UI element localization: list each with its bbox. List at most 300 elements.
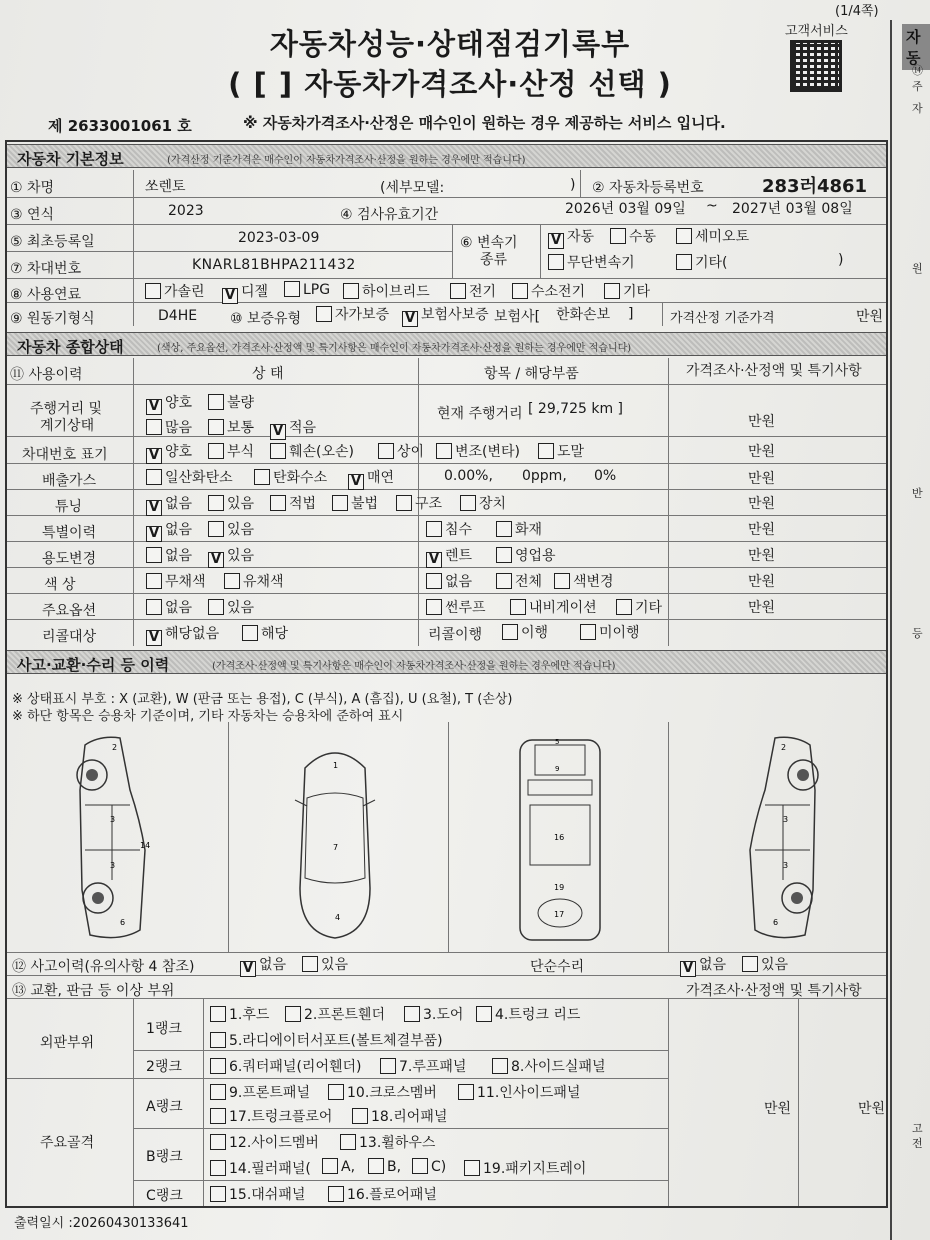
svg-text:1: 1 xyxy=(333,761,339,770)
checkbox-checked[interactable]: V xyxy=(146,448,162,464)
row-divider xyxy=(7,251,452,252)
checkbox[interactable] xyxy=(224,573,240,589)
tuning-exist[interactable]: 있음 xyxy=(208,493,254,513)
warranty-insurer[interactable]: V 보험사보증 xyxy=(402,304,489,327)
special-fire[interactable]: 화재 xyxy=(496,519,542,539)
checkbox[interactable] xyxy=(332,495,348,511)
recall-done-label: 리콜이행 xyxy=(428,627,483,643)
tuning-legal[interactable]: 적법 xyxy=(270,493,316,513)
part-cross-member[interactable]: 10.크로스멤버 xyxy=(328,1082,437,1102)
rank-1-label: 1랭크 xyxy=(146,1021,182,1037)
checkbox[interactable] xyxy=(270,443,286,459)
checkbox[interactable] xyxy=(146,547,162,563)
tuning-device[interactable]: 장치 xyxy=(460,493,506,513)
title-main: 자동차성능·상태점검기록부 xyxy=(269,27,631,61)
fuel-gasoline[interactable]: 가솔린 xyxy=(145,281,205,301)
legend-text: ※ 상태표시 부호 : X (교환), W (판금 또는 용접), C (부식), A (흠집), U (요철), T (손상) xyxy=(12,692,513,707)
parts-price-header: 가격조사·산정액 및 특기사항 xyxy=(686,983,862,999)
row-divider xyxy=(7,463,886,464)
parts-label: ⑬ 교환, 판금 등 이상 부위 xyxy=(12,983,175,999)
checkbox[interactable] xyxy=(210,1084,226,1100)
checkbox[interactable] xyxy=(580,624,596,640)
main-options-label: 주요옵션 xyxy=(42,603,97,619)
fuel-lpg[interactable]: LPG xyxy=(284,281,330,298)
mileage-few[interactable]: V 적음 xyxy=(270,417,316,440)
simple-repair-none[interactable]: V 없음 xyxy=(680,954,726,977)
tuning-none[interactable]: V 없음 xyxy=(146,493,192,516)
svg-text:17: 17 xyxy=(554,910,565,919)
trans-other-close: ) xyxy=(838,252,844,268)
warranty-self[interactable]: 자가보증 xyxy=(316,304,389,324)
part-side-sill[interactable]: 8.사이드실패널 xyxy=(492,1056,606,1076)
option-other[interactable]: 기타 xyxy=(616,597,662,617)
legend-text-2: ※ 하단 항목은 승용차 기준이며, 기타 자동차는 승용차에 준하여 표시 xyxy=(12,709,404,724)
option-navigation[interactable]: 내비게이션 xyxy=(510,597,597,617)
section-title: 자동차 종합상태 xyxy=(17,338,124,356)
checkbox[interactable] xyxy=(476,1006,492,1022)
checkbox[interactable] xyxy=(426,573,442,589)
engine-value: D4HE xyxy=(158,308,198,324)
checkbox-checked[interactable]: V xyxy=(348,474,364,490)
svg-text:5: 5 xyxy=(555,738,560,746)
checkbox[interactable] xyxy=(208,521,224,537)
col-divider xyxy=(580,170,581,197)
checkbox[interactable] xyxy=(284,281,300,297)
page-number: (1/4쪽) xyxy=(835,4,879,19)
mileage-label2: 계기상태 xyxy=(40,418,95,434)
checkbox[interactable] xyxy=(254,469,270,485)
checkbox[interactable] xyxy=(380,1058,396,1074)
checkbox[interactable] xyxy=(302,956,318,972)
row-divider xyxy=(7,952,886,953)
part-radiator-support[interactable]: 5.라디에이터서포트(볼트체결부품) xyxy=(210,1030,443,1050)
checkbox[interactable] xyxy=(510,599,526,615)
svg-text:4: 4 xyxy=(335,913,341,922)
part-hood[interactable]: 1.후드 xyxy=(210,1004,269,1024)
part-trunk-lid[interactable]: 4.트렁크 리드 xyxy=(476,1004,580,1024)
insurer-close: ] xyxy=(628,306,634,322)
next-page-text: 전 xyxy=(912,1137,923,1150)
valid-tilde: ~ xyxy=(706,198,718,214)
checkbox-checked[interactable]: V xyxy=(426,552,442,568)
checkbox[interactable] xyxy=(610,228,626,244)
checkbox[interactable] xyxy=(458,1084,474,1100)
svg-text:3: 3 xyxy=(783,861,789,870)
checkbox[interactable] xyxy=(322,1158,338,1174)
trans-auto[interactable]: V 자동 xyxy=(548,226,594,249)
first-registration-value: 2023-03-09 xyxy=(238,230,320,246)
vin-mark-missing[interactable]: 도말 xyxy=(538,441,584,461)
checkbox[interactable] xyxy=(208,495,224,511)
checkbox[interactable] xyxy=(426,521,442,537)
svg-text:6: 6 xyxy=(120,918,126,927)
checkbox[interactable] xyxy=(396,495,412,511)
checkbox[interactable] xyxy=(210,1160,226,1176)
checkbox-checked[interactable]: V xyxy=(146,526,162,542)
tuning-label: 튜닝 xyxy=(55,499,83,515)
svg-text:3: 3 xyxy=(110,815,116,824)
accident-history-label: ⑫ 사고이력(유의사항 4 참조) xyxy=(12,959,195,975)
emission-co[interactable]: 일산화탄소 xyxy=(146,467,233,487)
checkbox[interactable] xyxy=(368,1158,384,1174)
row-divider xyxy=(7,541,886,542)
col-divider xyxy=(133,170,134,326)
tuning-illegal[interactable]: 불법 xyxy=(332,493,378,513)
outer-panel-label: 외판부위 xyxy=(40,1035,95,1051)
checkbox-checked[interactable]: V xyxy=(548,233,564,249)
svg-text:7: 7 xyxy=(333,843,339,852)
checkbox[interactable] xyxy=(412,1158,428,1174)
color-label: 색 상 xyxy=(44,577,76,593)
next-page-text: 반 xyxy=(912,487,923,500)
usage-history-label: ⑪ 사용이력 xyxy=(10,367,83,383)
vin-value: KNARL81BHPA211432 xyxy=(192,257,356,273)
part-quarter-panel[interactable]: 6.쿼터패널(리어휀더) xyxy=(210,1056,361,1076)
car-underbody-diagram xyxy=(510,735,610,945)
checkbox[interactable] xyxy=(492,1058,508,1074)
checkbox[interactable] xyxy=(210,1032,226,1048)
color-chromatic[interactable]: 유채색 xyxy=(224,571,284,591)
col-divider xyxy=(133,998,134,1206)
checkbox[interactable] xyxy=(316,306,332,322)
year-value: 2023 xyxy=(168,203,204,219)
checkbox[interactable] xyxy=(210,1134,226,1150)
checkbox[interactable] xyxy=(146,599,162,615)
row-divider xyxy=(7,998,886,999)
rank-c-label: C랭크 xyxy=(146,1188,183,1204)
section-title: 자동차 기본정보 xyxy=(17,150,124,168)
emission-label: 배출가스 xyxy=(42,473,97,489)
state-header: 상 태 xyxy=(252,366,284,382)
checkbox[interactable] xyxy=(328,1186,344,1202)
engine-label: ⑨ 원동기형식 xyxy=(10,311,95,327)
insurer-value: 한화손보 xyxy=(556,307,611,323)
checkbox[interactable] xyxy=(512,283,528,299)
mileage-label: 주행거리 및 xyxy=(30,401,103,417)
checkbox[interactable] xyxy=(548,254,564,270)
fuel-electric[interactable]: 전기 xyxy=(450,281,496,301)
model-detail-label: (세부모델: xyxy=(380,180,445,196)
row-divider xyxy=(7,436,886,437)
checkbox[interactable] xyxy=(436,443,452,459)
part-trunk-floor[interactable]: 17.트렁크플로어 xyxy=(210,1106,332,1126)
option-none[interactable]: 없음 xyxy=(146,597,192,617)
svg-text:14: 14 xyxy=(140,841,151,850)
checkbox[interactable] xyxy=(742,956,758,972)
row-divider xyxy=(7,619,886,620)
checkbox[interactable] xyxy=(208,443,224,459)
checkbox[interactable] xyxy=(270,495,286,511)
part-pillar-b[interactable]: B, xyxy=(368,1158,401,1175)
price-unit: 만원 xyxy=(748,574,776,590)
section-basic-info-header xyxy=(7,144,886,168)
first-registration-label: ⑤ 최초등록일 xyxy=(10,234,95,250)
col-divider xyxy=(203,998,204,1206)
next-page-text: ⑭주 xyxy=(912,64,923,93)
checkbox[interactable] xyxy=(210,1186,226,1202)
row-divider xyxy=(133,1128,668,1129)
special-history-label: 특별이력 xyxy=(42,525,97,541)
checkbox[interactable] xyxy=(145,283,161,299)
valid-from: 2026년 03월 09일 xyxy=(565,201,686,217)
checkbox[interactable] xyxy=(460,495,476,511)
color-change[interactable]: 색변경 xyxy=(554,571,614,591)
part-package-tray[interactable]: 19.패키지트레이 xyxy=(464,1158,586,1178)
part-rear-panel[interactable]: 18.리어패널 xyxy=(352,1106,447,1126)
emission-value-3: 0% xyxy=(594,468,617,484)
mileage-many[interactable]: 많음 xyxy=(146,417,192,437)
purpose-exist[interactable]: V 있음 xyxy=(208,545,254,568)
checkbox-checked[interactable]: V xyxy=(402,311,418,327)
checkbox[interactable] xyxy=(242,625,258,641)
checkbox[interactable] xyxy=(404,1006,420,1022)
checkbox[interactable] xyxy=(352,1108,368,1124)
row-divider xyxy=(7,224,886,225)
car-name-label: ① 차명 xyxy=(10,180,55,196)
row-divider xyxy=(7,515,886,516)
checkbox-checked[interactable]: V xyxy=(208,552,224,568)
row-divider xyxy=(133,1180,668,1181)
row-divider xyxy=(7,1078,668,1079)
section-title: 사고·교환·수리 등 이력 xyxy=(17,656,170,674)
next-page-text: 등 xyxy=(912,627,923,640)
col-divider xyxy=(798,998,799,1206)
simple-repair-label: 단순수리 xyxy=(530,959,585,975)
vin-mark-altered[interactable]: 변조(변타) xyxy=(436,441,520,461)
checkbox[interactable] xyxy=(496,547,512,563)
svg-text:9: 9 xyxy=(555,765,560,773)
tuning-structure[interactable]: 구조 xyxy=(396,493,442,513)
checkbox[interactable] xyxy=(538,443,554,459)
part-inside-panel[interactable]: 11.인사이드패널 xyxy=(458,1082,580,1102)
price-unit: 만원 xyxy=(748,600,776,616)
simple-repair-exist[interactable]: 있음 xyxy=(742,954,788,974)
trans-semi[interactable]: 세미오토 xyxy=(676,226,749,246)
next-page-text: 원 xyxy=(912,262,923,275)
checkbox[interactable] xyxy=(208,599,224,615)
fuel-hybrid[interactable]: 하이브리드 xyxy=(343,281,430,301)
checkbox[interactable] xyxy=(676,254,692,270)
mileage-normal[interactable]: 보통 xyxy=(208,417,254,437)
checkbox[interactable] xyxy=(340,1134,356,1150)
checkbox[interactable] xyxy=(343,283,359,299)
price-unit: 만원 xyxy=(748,548,776,564)
checkbox[interactable] xyxy=(502,624,518,640)
purpose-rent[interactable]: V 렌트 xyxy=(426,545,472,568)
special-exist[interactable]: 있음 xyxy=(208,519,254,539)
vin-mark-label: 차대번호 표기 xyxy=(22,447,108,463)
section-overall-status-header xyxy=(7,332,886,356)
trans-manual[interactable]: 수동 xyxy=(610,226,656,246)
checkbox[interactable] xyxy=(328,1084,344,1100)
inspection-valid-label: ④ 검사유효기간 xyxy=(340,207,439,223)
rank-a-label: A랭크 xyxy=(146,1099,183,1115)
checkbox[interactable] xyxy=(554,573,570,589)
item-header: 항목 / 해당부품 xyxy=(484,366,579,382)
model-detail-close: ) xyxy=(570,177,576,193)
vin-mark-damaged[interactable]: 훼손(오손) xyxy=(270,441,354,461)
car-left-side-diagram xyxy=(60,730,180,945)
part-pillar-c[interactable]: C) xyxy=(412,1158,446,1175)
main-frame-label: 주요골격 xyxy=(40,1135,95,1151)
document-number: 제 2633001061 호 xyxy=(48,117,192,135)
accident-none[interactable]: V 없음 xyxy=(240,954,286,977)
svg-text:2: 2 xyxy=(112,743,118,752)
accident-exist[interactable]: 있음 xyxy=(302,954,348,974)
col-divider xyxy=(662,302,663,326)
svg-text:6: 6 xyxy=(773,918,779,927)
vin-mark-good[interactable]: V 양호 xyxy=(146,441,192,464)
price-unit: 만원 xyxy=(748,444,776,460)
registration-value: 283러4861 xyxy=(762,176,868,197)
price-basis-label: 가격산정 기준가격 xyxy=(670,311,775,326)
car-name-value: 쏘렌토 xyxy=(145,179,186,195)
vin-mark-corrosion[interactable]: 부식 xyxy=(208,441,254,461)
svg-text:16: 16 xyxy=(554,833,565,842)
special-none[interactable]: V 없음 xyxy=(146,519,192,542)
car-top-diagram xyxy=(285,738,385,943)
color-whole[interactable]: 전체 xyxy=(496,571,542,591)
year-label: ③ 연식 xyxy=(10,207,55,223)
row-divider xyxy=(7,593,886,594)
current-mileage-value: [ 29,725 km ] xyxy=(528,401,624,417)
warranty-label: ⑩ 보증유형 xyxy=(230,311,302,327)
part-front-panel[interactable]: 9.프론트패널 xyxy=(210,1082,310,1102)
emission-value-1: 0.00%, xyxy=(444,468,493,484)
part-front-fender[interactable]: 2.프론트휀더 xyxy=(285,1004,385,1024)
checkbox-checked[interactable]: V xyxy=(146,399,162,415)
recall-done[interactable]: 이행 xyxy=(502,622,548,642)
checkbox[interactable] xyxy=(450,283,466,299)
checkbox[interactable] xyxy=(604,283,620,299)
color-achromatic[interactable]: 무채색 xyxy=(146,571,206,591)
checkbox[interactable] xyxy=(496,573,512,589)
checkbox[interactable] xyxy=(210,1006,226,1022)
recall-yes[interactable]: 해당 xyxy=(242,623,288,643)
part-side-member[interactable]: 12.사이드멤버 xyxy=(210,1132,319,1152)
fuel-other[interactable]: 기타 xyxy=(604,281,650,301)
option-sunroof[interactable]: 썬루프 xyxy=(426,597,486,617)
checkbox[interactable] xyxy=(146,419,162,435)
checkbox-checked[interactable]: V xyxy=(222,288,238,304)
part-door[interactable]: 3.도어 xyxy=(404,1004,463,1024)
price-unit: 만원 xyxy=(748,522,776,538)
row-divider xyxy=(133,1050,668,1051)
fuel-diesel[interactable]: V 디젤 xyxy=(222,281,268,304)
color-none[interactable]: 없음 xyxy=(426,571,472,591)
checkbox[interactable] xyxy=(426,599,442,615)
part-dash-panel[interactable]: 15.대쉬패널 xyxy=(210,1184,305,1204)
checkbox[interactable] xyxy=(464,1160,480,1176)
fuel-hydrogen[interactable]: 수소전기 xyxy=(512,281,585,301)
recall-label: 리콜대상 xyxy=(42,629,97,645)
part-floor-panel[interactable]: 16.플로어패널 xyxy=(328,1184,437,1204)
diagram-divider xyxy=(668,722,669,952)
svg-text:3: 3 xyxy=(783,815,789,824)
section-note: (가격산정 기준가격은 매수인이 자동차가격조사·산정을 원하는 경우에만 적습니다) xyxy=(167,155,526,166)
print-date: 출력일시 :20260430133641 xyxy=(14,1216,189,1231)
next-page-text: 자 xyxy=(912,102,923,115)
purpose-change-label: 용도변경 xyxy=(42,551,97,567)
parts-price-unit-2: 만원 xyxy=(858,1101,886,1117)
transmission-label: ⑥ 변속기 xyxy=(460,235,518,251)
checkbox-checked[interactable]: V xyxy=(270,424,286,440)
emission-smoke[interactable]: V 매연 xyxy=(348,467,394,490)
row-divider xyxy=(7,489,886,490)
title-sub: ( [ ] 자동차가격조사·산정 선택 ) xyxy=(228,67,672,101)
checkbox-checked[interactable]: V xyxy=(146,500,162,516)
price-unit: 만원 xyxy=(748,471,776,487)
parts-price-unit-1: 만원 xyxy=(764,1101,792,1117)
checkbox[interactable] xyxy=(208,419,224,435)
mileage-good[interactable]: V 양호 xyxy=(146,392,192,415)
option-exist[interactable]: 있음 xyxy=(208,597,254,617)
svg-text:3: 3 xyxy=(110,861,116,870)
diagram-divider xyxy=(228,722,229,952)
checkbox[interactable] xyxy=(285,1006,301,1022)
checkbox[interactable] xyxy=(616,599,632,615)
trans-other[interactable]: 기타( xyxy=(676,252,728,272)
col-divider xyxy=(668,358,669,646)
car-right-side-diagram xyxy=(725,730,835,945)
col-divider xyxy=(452,224,453,278)
qr-code[interactable] xyxy=(790,40,842,92)
emission-value-2: 0ppm, xyxy=(522,468,567,484)
svg-text:19: 19 xyxy=(554,883,565,892)
svg-text:2: 2 xyxy=(781,743,787,752)
fuel-label: ⑧ 사용연료 xyxy=(10,287,82,303)
part-pillar-a[interactable]: A, xyxy=(322,1158,355,1175)
checkbox[interactable] xyxy=(210,1058,226,1074)
checkbox-checked[interactable]: V xyxy=(240,961,256,977)
checkbox[interactable] xyxy=(676,228,692,244)
recall-not[interactable]: 미이행 xyxy=(580,622,640,642)
row-divider xyxy=(7,384,886,385)
checkbox[interactable] xyxy=(378,443,394,459)
rank-b-label: B랭크 xyxy=(146,1149,183,1165)
checkbox[interactable] xyxy=(146,573,162,589)
price-basis-unit: 만원 xyxy=(856,309,884,325)
mileage-bad[interactable]: 불량 xyxy=(208,392,254,412)
recall-none[interactable]: V 해당없음 xyxy=(146,623,219,646)
checkbox-checked[interactable]: V xyxy=(146,630,162,646)
vin-label: ⑦ 차대번호 xyxy=(10,261,82,277)
section-note: (가격조사·산정액 및 특기사항은 매수인이 자동차가격조사·산정을 원하는 경우에만 적습니다) xyxy=(212,661,616,672)
checkbox[interactable] xyxy=(146,469,162,485)
checkbox[interactable] xyxy=(208,394,224,410)
checkbox[interactable] xyxy=(496,521,512,537)
part-pillar-panel[interactable]: 14.필러패널( xyxy=(210,1158,311,1178)
trans-cvt[interactable]: 무단변속기 xyxy=(548,252,635,272)
rank-2-label: 2랭크 xyxy=(146,1059,182,1075)
checkbox[interactable] xyxy=(210,1108,226,1124)
checkbox-checked[interactable]: V xyxy=(680,961,696,977)
current-mileage-label: 현재 주행거리 xyxy=(437,406,523,422)
valid-to: 2027년 03월 08일 xyxy=(732,201,853,217)
purpose-business[interactable]: 영업용 xyxy=(496,545,556,565)
section-accident-header xyxy=(7,650,886,674)
next-page-text: 고 xyxy=(912,1122,923,1135)
transmission-label2: 종류 xyxy=(480,252,508,268)
part-roof-panel[interactable]: 7.루프패널 xyxy=(380,1056,466,1076)
special-flood[interactable]: 침수 xyxy=(426,519,472,539)
price-unit: 만원 xyxy=(748,496,776,512)
part-wheel-house[interactable]: 13.휠하우스 xyxy=(340,1132,435,1152)
service-notice: ※ 자동차가격조사·산정은 매수인이 원하는 경우 제공하는 서비스 입니다. xyxy=(243,114,726,132)
emission-hc[interactable]: 탄화수소 xyxy=(254,467,327,487)
vin-mark-different[interactable]: 상이 xyxy=(378,441,424,461)
purpose-none[interactable]: 없음 xyxy=(146,545,192,565)
